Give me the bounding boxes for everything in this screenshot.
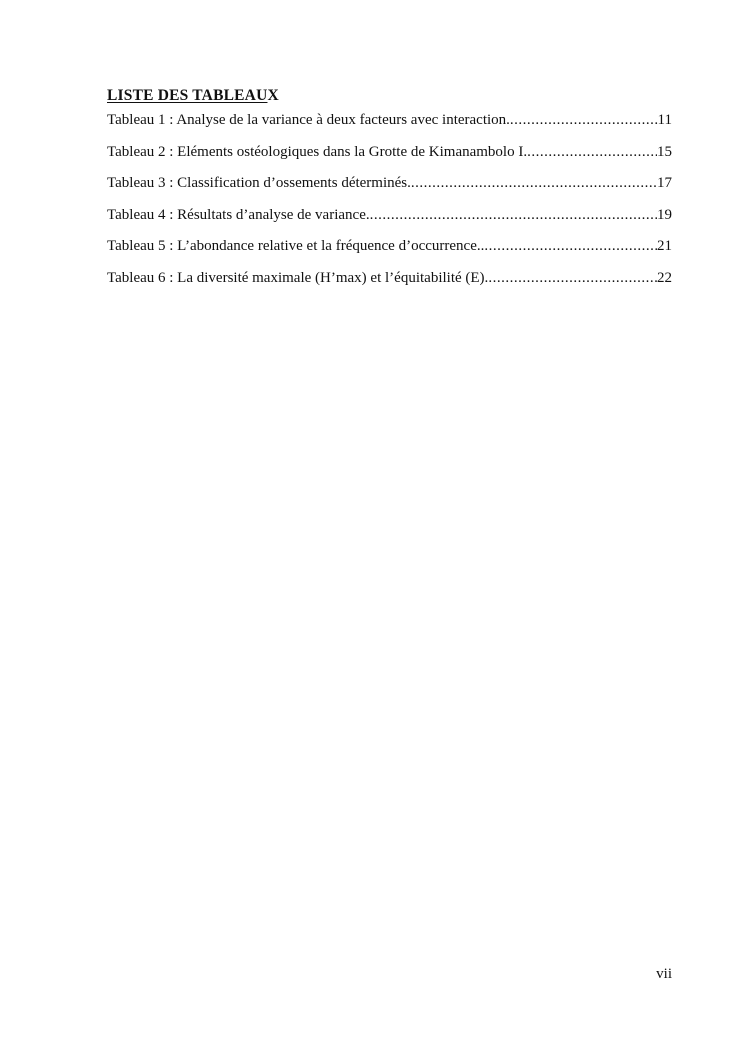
dot-leader — [510, 112, 658, 129]
toc-entry[interactable] — [107, 144, 672, 161]
toc-entry-page-number: 17 — [657, 175, 672, 191]
toc-entry-label: Tableau 4 : Résultats d’analyse de variance. — [107, 206, 370, 223]
dot-leader — [484, 238, 657, 255]
toc-entry[interactable] — [107, 175, 672, 192]
dot-leader — [370, 207, 657, 224]
toc-entry[interactable] — [107, 112, 672, 129]
list-of-tables — [107, 112, 672, 287]
dot-leader — [488, 270, 657, 287]
toc-entry-label: Tableau 6 : La diversité maximale (H’max) et l’équitabilité (E). — [107, 269, 489, 286]
toc-entry[interactable] — [107, 207, 672, 224]
page-title-underlined-part: LISTE DES TABLEAU — [107, 87, 268, 104]
toc-entry-label: Tableau 3 : Classification d’ossements déterminés. — [107, 175, 411, 191]
dot-leader — [411, 175, 657, 192]
toc-entry-label: Tableau 1 : Analyse de la variance à deux facteurs avec interaction. — [107, 112, 510, 128]
page-content — [107, 87, 672, 301]
toc-entry-page-number: 11 — [657, 112, 672, 128]
toc-entry-label: Tableau 2 : Eléments ostéologiques dans la Grotte de Kimanambolo I. — [107, 143, 528, 160]
toc-entry-page-number: 21 — [657, 238, 672, 254]
toc-entry-page-number: 19 — [657, 206, 672, 223]
toc-entry-page-number: 22 — [657, 269, 672, 286]
toc-entry-page-number: 15 — [657, 143, 672, 160]
page-title-trailing-part: X — [267, 87, 279, 104]
dot-leader — [527, 144, 657, 161]
page-number: vii — [656, 966, 672, 982]
page-title — [107, 87, 672, 105]
toc-entry[interactable] — [107, 238, 672, 255]
toc-entry-label: Tableau 5 : L’abondance relative et la fréquence d’occurrence.. — [107, 238, 485, 254]
toc-entry[interactable] — [107, 270, 672, 287]
